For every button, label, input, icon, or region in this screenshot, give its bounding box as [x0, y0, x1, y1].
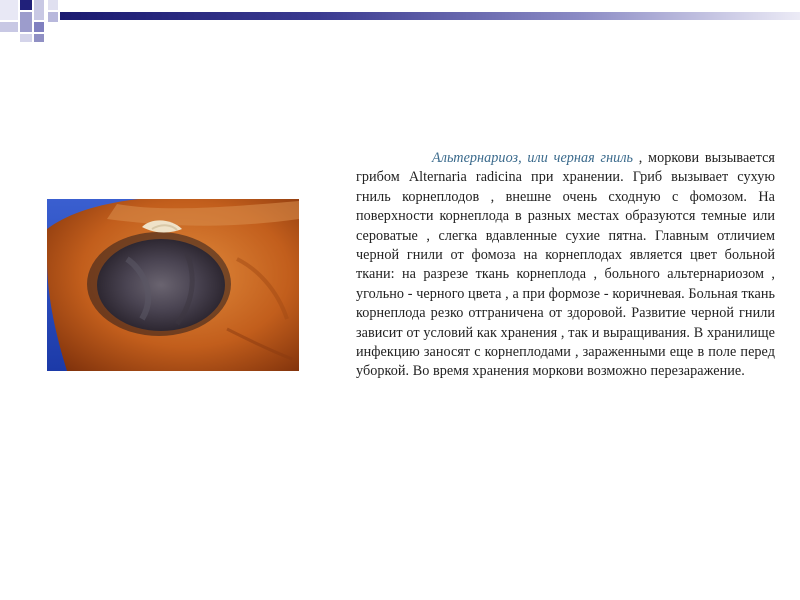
slide-body-text [356, 149, 775, 382]
disease-name-highlight: Альтернариоз, или черная гниль [432, 150, 634, 166]
header-gradient-bar [60, 12, 800, 20]
decor-square [48, 12, 58, 22]
decor-square [0, 22, 18, 32]
decor-square [34, 34, 44, 42]
decor-square [20, 12, 32, 32]
decor-square [34, 22, 44, 32]
decor-square [20, 0, 32, 10]
decor-square [34, 0, 44, 20]
decor-square [48, 0, 58, 10]
disease-description: , моркови вызывается грибом Alternaria radicina при хранении. Гриб вызывает сухую гниль корнеплодов , внешне очень сходную с фомозом. На поверхности корнеплода в разных местах образуются темные или сероватые , слегка вдавленные сухие пятна. Главным отличием черной гнили от фомоза на корнеплодах является цвет больной ткани: на разрезе ткань корнеплода , больного альтернариозом , угольно - черного цвета , а при формозе - коричневая. Больная ткань корнеплода резко отграничена от здоровой. Развитие черной гнили зависит от условий как хранения , так и выращивания. В хранилище инфекцию заносят с корнеплодами , зараженными еще в поле перед уборкой. Во время хранения моркови возможно перезаражение. [356, 150, 775, 380]
decor-square [20, 34, 32, 42]
carrot-rot-photo [47, 199, 299, 371]
decor-square [0, 0, 18, 20]
